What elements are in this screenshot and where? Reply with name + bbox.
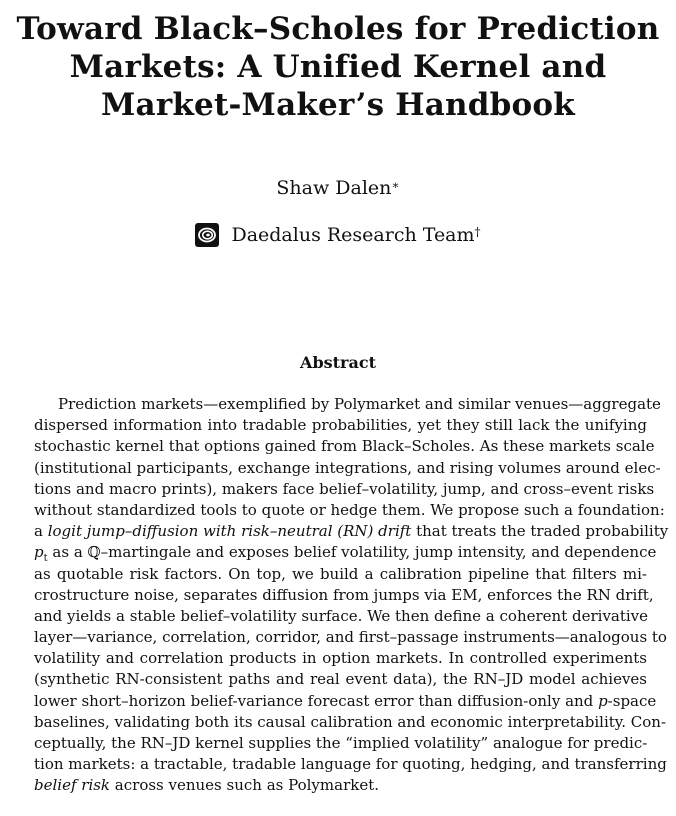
affiliation-line <box>0 222 676 248</box>
abstract-heading: Abstract <box>300 353 376 372</box>
author-footnote-mark: ∗ <box>391 178 400 192</box>
abstract-line: $p_t$ as a ℚ–martingale and exposes belief volatility, jump intensity, and dependence <box>34 543 657 565</box>
abstract-line: and yields a stable belief–volatility surface. We then define a coherent derivative <box>34 606 649 625</box>
paper-title <box>0 10 676 124</box>
abstract-line: Prediction markets—exemplified by Polymarket and similar venues—aggregate <box>58 395 661 413</box>
abstract-line: tion markets: a tractable, tradable language for quoting, hedging, and transferring <box>34 755 667 774</box>
abstract-line: (synthetic RN-consistent paths and real event data), the RN–JD model achieves <box>34 670 647 689</box>
title-line: Market-Maker’s Handbook <box>101 87 575 123</box>
author-name: Shaw Dalen <box>276 177 392 199</box>
affiliation-footnote-mark: † <box>474 225 481 239</box>
title-line: Toward Black–Scholes for Prediction <box>16 11 660 47</box>
abstract-line: lower short–horizon belief-variance forecast error than diffusion-only and p-space <box>34 691 657 710</box>
abstract-emphasis: p <box>598 691 608 710</box>
author-line <box>0 175 676 201</box>
spiral-logo-icon <box>195 223 219 247</box>
affiliation-name: Daedalus Research Team <box>231 224 475 246</box>
abstract-line: dispersed information into tradable probabilities, yet they still lack the unifying <box>34 416 647 435</box>
abstract-line: volatility and correlation products in option markets. In controlled experiments <box>34 649 647 668</box>
abstract-line: layer—variance, correlation, corridor, and first–passage instruments—analogous to <box>34 628 667 647</box>
abstract-line: crostructure noise, separates diffusion from jumps via EM, enforces the RN drift, <box>34 585 654 604</box>
abstract-line: as quotable risk factors. On top, we build a calibration pipeline that filters mi- <box>34 564 647 583</box>
abstract-emphasis: belief risk <box>34 776 111 795</box>
abstract-line: without standardized tools to quote or hedge them. We propose such a foundation: <box>34 500 665 519</box>
abstract-body <box>34 394 669 797</box>
title-line: Markets: A Unified Kernel and <box>69 49 607 85</box>
abstract-line: a logit jump–diffusion with risk–neutral (RN) drift that treats the traded probability <box>34 522 669 541</box>
abstract-emphasis: p <box>34 543 44 562</box>
abstract-line: belief risk across venues such as Polymarket. <box>34 776 380 795</box>
abstract-emphasis: logit jump–diffusion with risk–neutral (RN) drift <box>47 522 412 541</box>
abstract-line: tions and macro prints), makers face belief–volatility, jump, and cross–event risks <box>34 479 655 498</box>
abstract-subscript: t <box>43 553 48 565</box>
abstract-line: baselines, validating both its causal calibration and economic interpretability. Con- <box>34 712 667 731</box>
abstract-line: ceptually, the RN–JD kernel supplies the “implied volatility” analogue for predic- <box>34 734 648 752</box>
abstract-line: (institutional participants, exchange integrations, and rising volumes around elec- <box>34 458 661 477</box>
abstract-line: stochastic kernel that options gained from Black–Scholes. As these markets scale <box>34 437 655 456</box>
